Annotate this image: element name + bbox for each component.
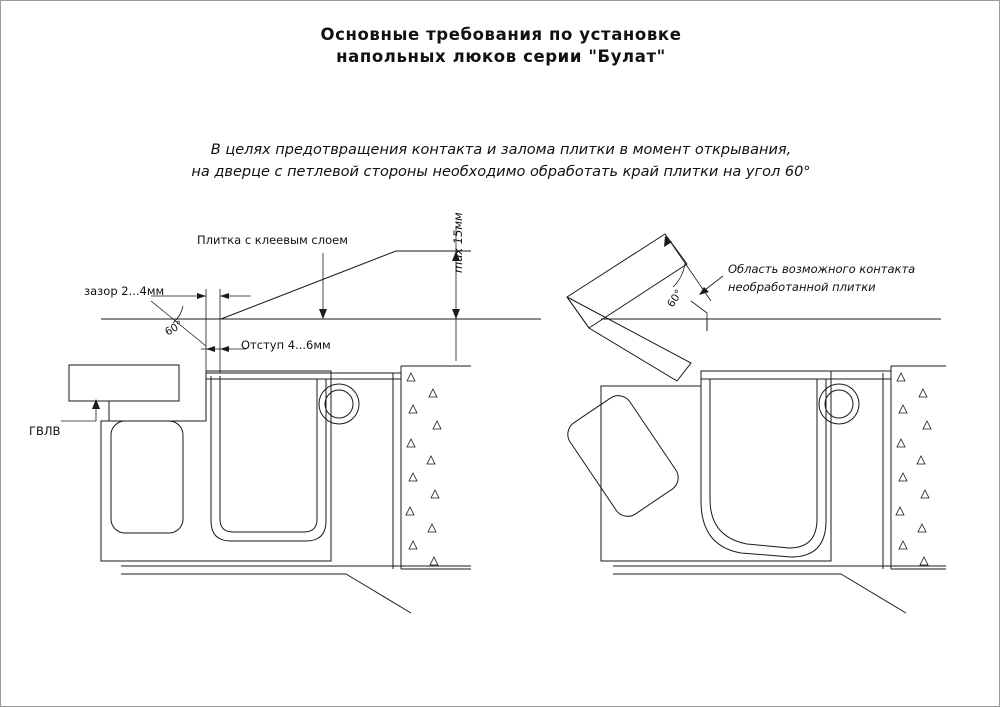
label-contact-area-line-2: необработанной плитки: [728, 280, 876, 294]
page-title-line-2: напольных люков серии "Булат": [336, 47, 666, 66]
technical-drawing: [1, 1, 1000, 707]
label-angle-right: 60°: [665, 287, 686, 310]
subtitle-line-1: В целях предотвращения контакта и залома плитки в момент открывания,: [210, 142, 792, 158]
label-gvlv: ГВЛВ: [29, 424, 61, 438]
label-offset: Отступ 4...6мм: [241, 338, 331, 352]
subtitle-line-2: на дверце с петлевой стороны необходимо обработать край плитки на угол 60°: [191, 164, 811, 180]
label-angle-left: 60°: [163, 318, 186, 339]
page-title-line-1: Основные требования по установке: [320, 25, 682, 44]
label-max-height: max 15мм: [451, 212, 465, 273]
label-gap: зазор 2...4мм: [84, 284, 165, 298]
label-tile-with-glue: Плитка с клеевым слоем: [197, 233, 348, 247]
label-contact-area-line-1: Область возможного контакта: [728, 262, 916, 276]
